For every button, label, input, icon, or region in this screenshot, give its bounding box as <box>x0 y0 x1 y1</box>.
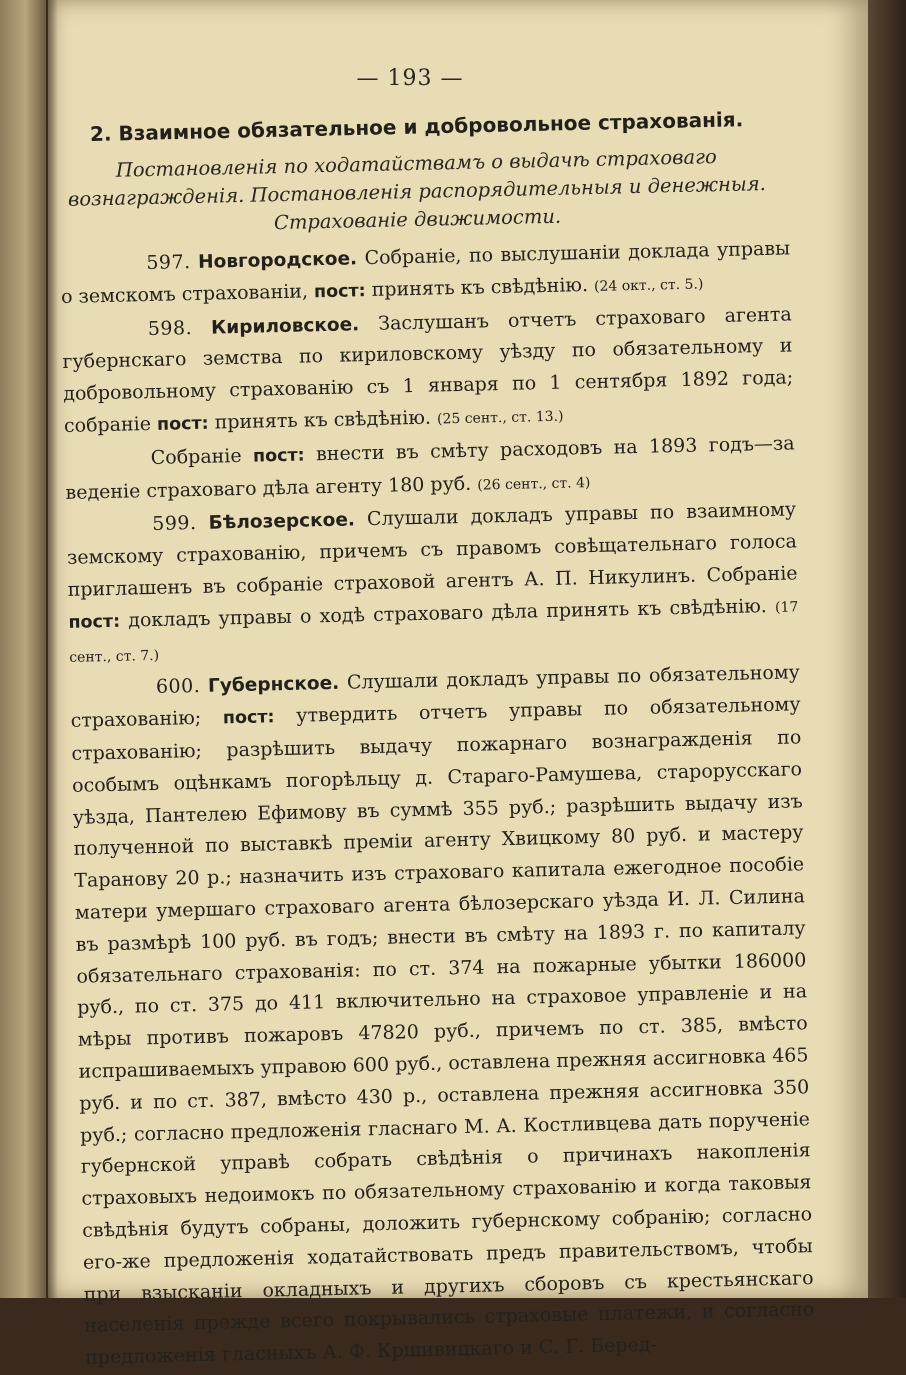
section-heading: 2. Взаимное обязательное и добровольное страхованія. <box>89 107 744 146</box>
entry-text: докладъ управы о ходѣ страховаго дѣла принять къ свѣдѣнію. <box>128 594 768 632</box>
previous-page-edge <box>0 0 46 1298</box>
entry-place: Бѣлозерское. <box>208 509 356 535</box>
entry-text: Собраніе <box>150 444 242 469</box>
entry-place: Губернское. <box>207 673 340 698</box>
entry-place: Новгородское. <box>197 248 358 273</box>
entry-reference: (25 сент., ст. 13.) <box>436 408 564 428</box>
entry-599 <box>66 495 800 675</box>
page-edge-right <box>868 0 906 1298</box>
entry-text: внести въ смѣту расходовъ на 1893 годъ—за веденіе страховаго дѣла агенту 180 руб. <box>65 432 795 504</box>
resolution-marker: пост: <box>313 280 366 303</box>
entry-598 <box>61 299 794 445</box>
entry-number: 597. <box>146 251 191 275</box>
entry-reference: (24 окт., ст. 5.) <box>593 276 704 295</box>
entry-place: Кириловское. <box>210 313 360 339</box>
page-number: — 193 — <box>356 66 464 91</box>
body-text <box>60 233 815 1374</box>
section-subtitle: Постановленія по ходатайствамъ о выдачѣ страховаго вознагражденія. Постановленія распорядительныя и денежныя. Страхованіе движимости. <box>67 145 767 235</box>
entry-text: принять къ свѣдѣнію. <box>371 273 589 301</box>
entry-number: 600. <box>155 675 201 699</box>
entry-text: Собраніе, по выслушаніи доклада управы о земскомъ страхованіи, <box>60 237 791 308</box>
resolution-marker: пост: <box>68 611 121 633</box>
entry-text: Заслушанъ отчетъ страховаго агента губернскаго земства по кириловскому уѣзду по обязательному и добровольному страхованію съ 1 января по 1 сентября 1892 года; собраніе <box>62 303 794 437</box>
entry-text: Слушали докладъ управы по обязательному страхованію; <box>70 661 801 733</box>
resolution-marker: пост: <box>222 707 275 729</box>
entry-reference: (17 сент., ст. 7.) <box>69 599 799 666</box>
entry-600 <box>70 658 816 1375</box>
resolution-marker: пост: <box>156 413 209 435</box>
entry-text: Слушали докладъ управы по взаимному земскому страхованію, причемъ съ правомъ совѣщательнаго голоса приглашенъ въ собраніе страховой агентъ А. П. Никулинъ. Собраніе <box>66 498 798 601</box>
entry-text: утвердить отчетъ управы по обязательному страхованію; разрѣшить выдачу пожарнаго вознагражденія по особымъ оцѣнкамъ погорѣльцу д. Стараго-Рамушева, старорусскаго уѣзда, Пантелею Ефимову въ суммѣ 355 руб.; разрѣшить выдачу изъ полученной по выставкѣ преміи агенту Хвицкому 80 руб. и мастеру Таранову 20 р.; назначить изъ страховаго капитала ежегодное пособіе матери умершаго страховаго агента бѣлозерскаго уѣзда И. Л. Силина въ размѣрѣ 100 руб. въ годъ; внести въ смѣту на 1893 г. по капиталу обязательнаго страхованія: по ст. 374 на пожарные убытки 186000 руб., по ст. 375 до 411 включительно на страховое управленіе и на мѣры противъ пожаровъ 47820 руб., причемъ по ст. 385, вмѣсто испрашиваемыхъ управою 600 руб., оставлена прежняя ассигновка 465 руб. и по ст. 387, вмѣсто 430 р., оставлена прежняя ассигновка 350 руб.; согласно предложенія гласнаго М. А. Костливцева дать порученіе губернской управѣ собрать свѣдѣнія о причинахъ накопленія страховыхъ недоимокъ по обязательному страхованію и когда таковыя свѣдѣнія будутъ собраны, доложить губернскому собранію; согласно его-же предложенія ходатайствовать предъ правительствомъ, чтобы при взысканіи окладныхъ и другихъ сборовъ съ крестьянскаго населенія прежде всего покрывались страховые платежи, и согласно предложенія гласныхъ А. Ф. Кршивицкаго и С. Г. Беред- <box>71 693 815 1369</box>
gutter-shadow <box>48 0 58 1298</box>
entry-reference: (26 сент., ст. 4) <box>477 474 591 494</box>
entry-number: 598. <box>147 316 193 340</box>
entry-number: 599. <box>151 512 197 536</box>
resolution-marker: пост: <box>252 445 305 467</box>
entry-text: принять къ свѣдѣнію. <box>214 406 432 434</box>
